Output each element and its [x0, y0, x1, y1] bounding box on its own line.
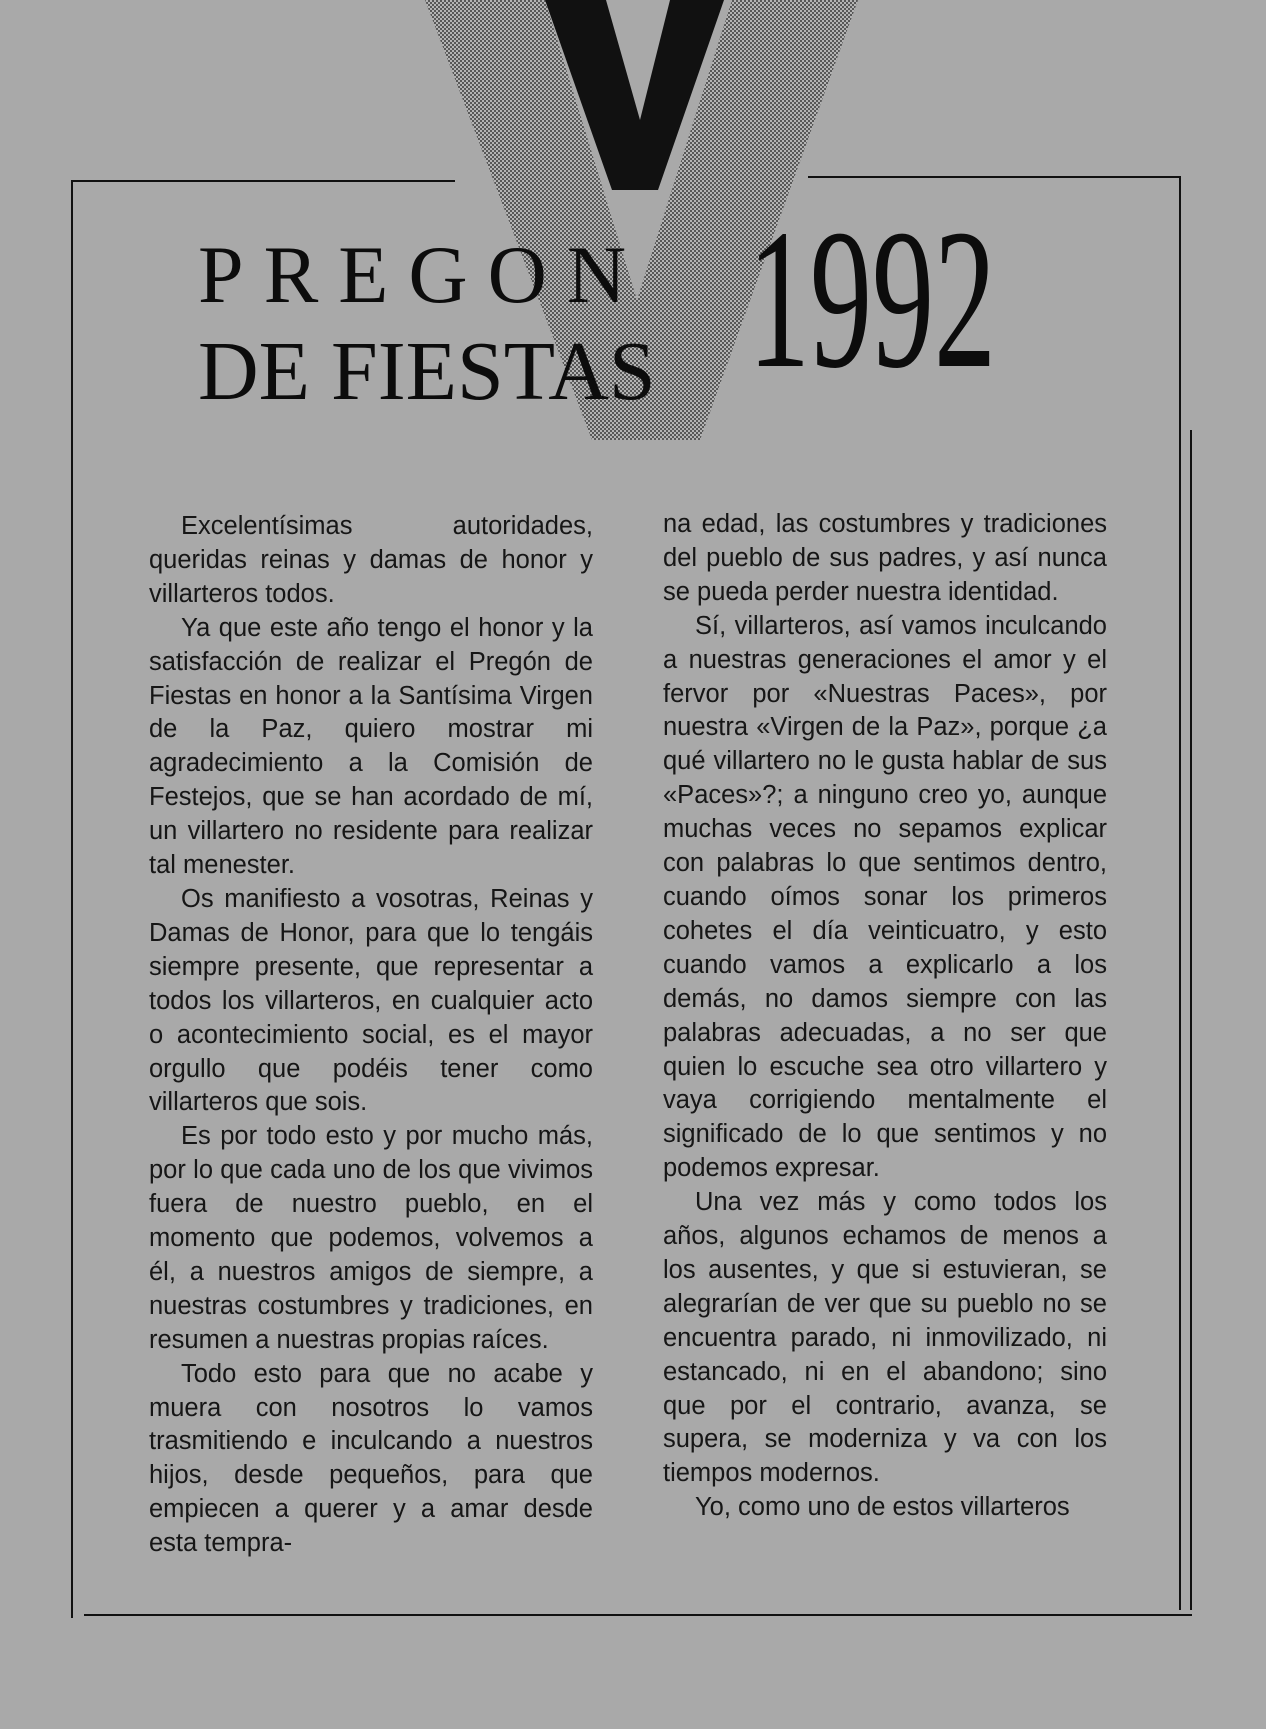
paragraph: Todo esto para que no acabe y muera con nosotros lo vamos trasmitiendo e inculcando a nuestros hijos, desde pequeños, para que empiecen a querer y a amar desde esta tempra-	[149, 1359, 593, 1558]
paragraph-continued: na edad, las costumbres y tradiciones del pueblo de sus padres, y así nunca se pueda perder nuestra identidad.	[663, 510, 1107, 606]
title-de-fiestas: DE FIESTAS	[198, 325, 656, 418]
paragraph: Excelentísimas autoridades, queridas reinas y damas de honor y villarteros todos.	[149, 512, 593, 608]
title-pregon: PREGON	[198, 229, 647, 320]
text-column-right	[663, 508, 1107, 1525]
paragraph: Ya que este año tengo el honor y la satisfacción de realizar el Pregón de Fiestas en honor a la Santísima Virgen de la Paz, quiero mostrar mi agradecimiento a la Comisión de Festejos, que se han acordado de mí, un villartero no residente para realizar tal menester.	[149, 613, 593, 880]
paragraph: Sí, villarteros, así vamos inculcando a nuestras generaciones el amor y el fervor por «Nuestras Paces», por nuestra «Virgen de la Paz», porque ¿a qué villartero no le gusta hablar de sus «Paces»?; a ninguno creo yo, aunque muchas veces no sepamos explicar con palabras lo que sentimos dentro, cuando oímos sonar los primeros cohetes el día veinticuatro, y esto cuando vamos a explicarlo a los demás, no damos siempre con las palabras adecuadas, a no ser que quien lo escuche sea otro villartero y vaya corrigiendo mentalmente el significado de lo que sentimos y no podemos expresar.	[663, 611, 1107, 1183]
paragraph: Una vez más y como todos los años, algunos echamos de menos a los ausentes, y que si estuvieran, se alegrarían de ver que su pueblo no se encuentra parado, ni inmovilizado, ni estancado, ni en el abandono; sino que por el contrario, avanza, se supera, se moderniza y va con los tiempos modernos.	[663, 1188, 1107, 1488]
title-year: 1992	[748, 189, 996, 410]
frame-border-top-right	[808, 176, 1179, 178]
frame-border-right	[1179, 176, 1181, 1610]
frame-border-top-left	[71, 180, 455, 182]
frame-border-bottom	[84, 1614, 1192, 1616]
paragraph: Es por todo esto y por mucho más, por lo que cada uno de los que vivimos fuera de nuestro pueblo, en el momento que podemos, volvemos a él, a nuestros amigos de siempre, a nuestras costumbres y tradiciones, en resumen a nuestras propias raíces.	[149, 1122, 593, 1354]
text-column-left	[149, 510, 593, 1561]
frame-border-left	[71, 180, 73, 1618]
frame-border-right-outer	[1190, 430, 1192, 1610]
paragraph: Yo, como uno de estos villarteros	[695, 1493, 1070, 1522]
paragraph: Os manifiesto a vosotras, Reinas y Damas de Honor, para que lo tengáis siempre presente, que representar a todos los villarteros, en cualquier acto o acontecimiento social, es el mayor orgullo que podéis tener como villarteros que sois.	[149, 884, 593, 1117]
